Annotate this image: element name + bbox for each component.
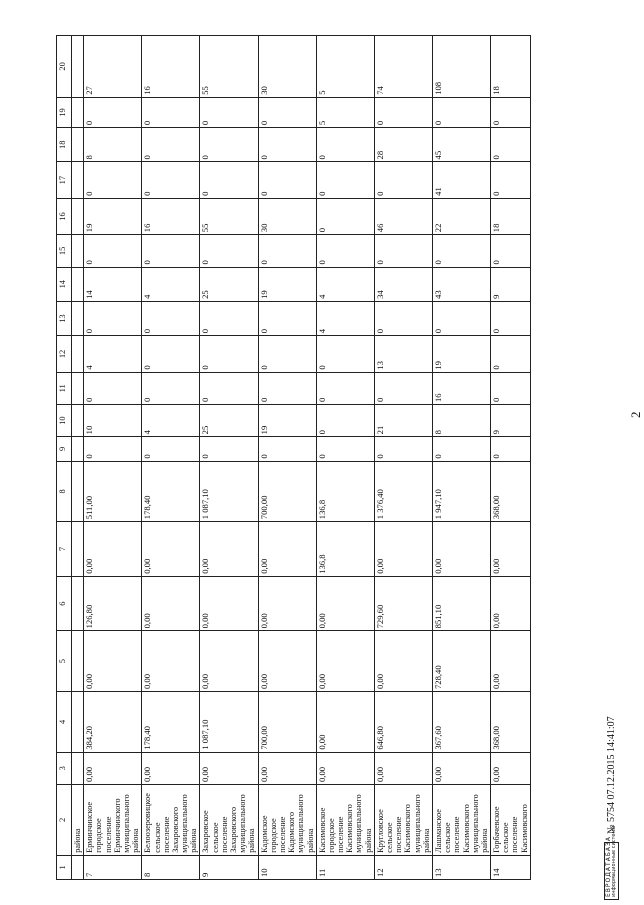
table-cell: 0: [142, 372, 200, 404]
table-cell: 0,00: [316, 752, 374, 784]
table-cell: 0,00: [200, 522, 258, 577]
table-cell: 16: [432, 372, 490, 404]
column-header: 19: [57, 97, 72, 127]
table-cell: 0: [200, 128, 258, 162]
table-cell: 0: [258, 336, 316, 372]
table-cell: 728,40: [432, 631, 490, 692]
table-cell: 0: [258, 437, 316, 461]
table-cell: 0: [316, 336, 374, 372]
table-cell: 0: [316, 372, 374, 404]
table-cell: 0,00: [258, 522, 316, 577]
column-header: 6: [57, 576, 72, 631]
table-cell: 0: [432, 235, 490, 267]
table-cell: 0,00: [142, 522, 200, 577]
table-cell: 0: [200, 235, 258, 267]
table-cell: 0: [84, 437, 142, 461]
table-cell: 0,00: [200, 576, 258, 631]
table-cell: 0: [200, 97, 258, 127]
table-cell: 0,00: [84, 631, 142, 692]
stamp-line-2: информационные системы: [611, 825, 617, 897]
column-header: 13: [57, 301, 72, 335]
row-number: 14: [491, 855, 531, 879]
table-cell: 384,20: [84, 692, 142, 753]
table-cell: 8: [432, 404, 490, 436]
table-cell: 1 087,10: [200, 692, 258, 753]
table-cell: 178,40: [142, 461, 200, 522]
column-header: 16: [57, 198, 72, 234]
database-stamp: [604, 825, 619, 900]
row-number: 8: [142, 855, 200, 879]
page-number: 2: [628, 411, 643, 418]
table-cell: 1 376,40: [374, 461, 432, 522]
table-cell: 74: [374, 36, 432, 98]
continuation-row: [72, 36, 84, 880]
table-cell: 851,10: [432, 576, 490, 631]
table-cell: 0,00: [316, 692, 374, 753]
registration-number: № 5754 07.12.2015 14:41:07: [606, 716, 617, 834]
table-cell: 16: [142, 198, 200, 234]
table-cell: 126,80: [84, 576, 142, 631]
table-cell: 0: [142, 97, 200, 127]
settlement-name: Лашманское сельское поселение Касимовского муниципального района: [432, 785, 490, 856]
column-header: 5: [57, 631, 72, 692]
table-cell: 1 947,10: [432, 461, 490, 522]
table-cell: 0: [142, 437, 200, 461]
table-cell: 27: [84, 36, 142, 98]
table-cell: 0,00: [142, 576, 200, 631]
table-cell: 0: [142, 336, 200, 372]
table-cell: 0,00: [258, 576, 316, 631]
table-cell: 136,8: [316, 461, 374, 522]
table-cell: 0: [142, 162, 200, 198]
table-cell: 368,00: [491, 692, 531, 753]
data-table: [56, 35, 531, 880]
table-cell: 0,00: [200, 631, 258, 692]
table-cell: 0: [258, 301, 316, 335]
table-cell: 0: [316, 404, 374, 436]
table-cell: 0: [374, 97, 432, 127]
column-header: 10: [57, 404, 72, 436]
table-cell: 0: [432, 97, 490, 127]
table-cell: 13: [374, 336, 432, 372]
table-row: [142, 36, 200, 880]
table-cell: 0: [491, 235, 531, 267]
table-cell: 14: [84, 267, 142, 301]
column-header: 12: [57, 336, 72, 372]
table-cell: 0: [491, 372, 531, 404]
table-cell: 700,00: [258, 692, 316, 753]
row-number: 10: [258, 855, 316, 879]
table-cell: 0: [84, 372, 142, 404]
table-cell: 0: [491, 336, 531, 372]
table-cell: 0: [200, 162, 258, 198]
table-cell: 55: [200, 36, 258, 98]
row-number: 12: [374, 855, 432, 879]
table-cell: 19: [432, 336, 490, 372]
column-header: 8: [57, 461, 72, 522]
table-cell: 0,00: [432, 522, 490, 577]
table-cell: 108: [432, 36, 490, 98]
table-row: [374, 36, 432, 880]
settlement-name: Касимовское городское поселение Касимовского муниципального района: [316, 785, 374, 856]
table-cell: 0: [200, 336, 258, 372]
table-cell: 19: [258, 404, 316, 436]
table-cell: 0: [258, 162, 316, 198]
settlement-name: Белоозеровицкое сельское поселение Захаровского муниципального района: [142, 785, 200, 856]
settlement-name: Горбачевское сельское поселение Касимовского: [491, 785, 531, 856]
table-cell: 0,00: [316, 631, 374, 692]
column-header: 14: [57, 267, 72, 301]
table-cell: 0: [316, 198, 374, 234]
table-cell: 729,60: [374, 576, 432, 631]
table-cell: 9: [491, 404, 531, 436]
table-cell: 1 087,10: [200, 461, 258, 522]
table-cell: 178,40: [142, 692, 200, 753]
table-cell: 0: [258, 372, 316, 404]
rotated-table-container: [56, 35, 558, 880]
table-cell: 30: [258, 198, 316, 234]
table-cell: 0: [84, 97, 142, 127]
table-cell: 511,00: [84, 461, 142, 522]
stamp-line-1: ЕВРОДАТАБАЗА: [605, 836, 612, 897]
column-header: 3: [57, 752, 72, 784]
table-cell: 0,00: [491, 522, 531, 577]
table-cell: 0,00: [258, 752, 316, 784]
column-header: 11: [57, 372, 72, 404]
table-cell: 0: [142, 128, 200, 162]
table-cell: 46: [374, 198, 432, 234]
table-cell: 0: [316, 235, 374, 267]
table-row: [200, 36, 258, 880]
table-cell: 34: [374, 267, 432, 301]
table-cell: 16: [142, 36, 200, 98]
row-number: 13: [432, 855, 490, 879]
table-cell: 4: [142, 267, 200, 301]
table-cell: 0: [374, 437, 432, 461]
table-cell: 0,00: [491, 576, 531, 631]
column-header: 15: [57, 235, 72, 267]
table-cell: 0,00: [374, 752, 432, 784]
table-cell: 19: [84, 198, 142, 234]
table-cell: 0,00: [491, 752, 531, 784]
table-cell: 0: [84, 235, 142, 267]
settlement-name: Ерминчинское городское поселение Ерминчинского муниципального района: [84, 785, 142, 856]
table-cell: 0,00: [258, 631, 316, 692]
table-cell: 21: [374, 404, 432, 436]
table-cell: 5: [316, 97, 374, 127]
table-cell: 22: [432, 198, 490, 234]
row-number: 7: [84, 855, 142, 879]
table-cell: 0,00: [491, 631, 531, 692]
table-cell: 43: [432, 267, 490, 301]
table-body: [72, 36, 531, 880]
table-cell: 4: [316, 301, 374, 335]
table-cell: 0,00: [432, 752, 490, 784]
table-cell: 0: [491, 128, 531, 162]
table-cell: 25: [200, 404, 258, 436]
table-cell: 5: [316, 36, 374, 98]
table-cell: 0: [432, 301, 490, 335]
table-cell: 55: [200, 198, 258, 234]
column-header: 18: [57, 128, 72, 162]
table-cell: 4: [142, 404, 200, 436]
column-header: 7: [57, 522, 72, 577]
table-cell: 4: [84, 336, 142, 372]
table-cell: 18: [491, 36, 531, 98]
table-cell: 0: [316, 162, 374, 198]
column-header: 4: [57, 692, 72, 753]
table-cell: 0: [491, 162, 531, 198]
settlement-name: Захаровское сельское поселение Захаровского муниципального района: [200, 785, 258, 856]
table-cell: 41: [432, 162, 490, 198]
table-cell: 0: [316, 128, 374, 162]
table-cell: 0,00: [84, 752, 142, 784]
table-cell: 0: [432, 437, 490, 461]
header-row: [57, 36, 72, 880]
registration-footer: [604, 640, 619, 900]
table-cell: 0,00: [316, 576, 374, 631]
table-cell: 0: [258, 235, 316, 267]
table-row: [84, 36, 142, 880]
table-cell: 30: [258, 36, 316, 98]
table-cell: 0: [374, 301, 432, 335]
table-cell: 19: [258, 267, 316, 301]
column-header: 17: [57, 162, 72, 198]
table-cell: 4: [316, 267, 374, 301]
table-row: [258, 36, 316, 880]
table-cell: 45: [432, 128, 490, 162]
table-cell: 0,00: [142, 752, 200, 784]
table-cell: 0: [142, 301, 200, 335]
column-header: 2: [57, 785, 72, 856]
table-cell: 0: [491, 301, 531, 335]
column-header: 20: [57, 36, 72, 98]
table-cell: 0: [258, 128, 316, 162]
table-cell: 0: [374, 162, 432, 198]
row-number: 11: [316, 855, 374, 879]
continued-label: района: [72, 785, 84, 856]
table-cell: 0: [491, 437, 531, 461]
table-cell: 0: [316, 437, 374, 461]
table-row: [432, 36, 490, 880]
table-cell: 9: [491, 267, 531, 301]
table-cell: 368,00: [491, 461, 531, 522]
table-cell: 0: [200, 437, 258, 461]
table-cell: 0,00: [84, 522, 142, 577]
table-cell: 0,00: [374, 522, 432, 577]
column-header: 1: [57, 855, 72, 879]
table-cell: 0: [84, 162, 142, 198]
table-cell: 0,00: [142, 631, 200, 692]
table-cell: 28: [374, 128, 432, 162]
table-cell: 8: [84, 128, 142, 162]
table-cell: 10: [84, 404, 142, 436]
row-number: 9: [200, 855, 258, 879]
table-cell: 0: [84, 301, 142, 335]
table-cell: 0,00: [374, 631, 432, 692]
table-cell: 0: [200, 301, 258, 335]
settlement-name: Кругловское сельское поселение Касимовского муниципального района: [374, 785, 432, 856]
table-cell: 25: [200, 267, 258, 301]
table-cell: 0: [491, 97, 531, 127]
table-cell: 18: [491, 198, 531, 234]
settlement-name: Кадомское городское поселение Кадомского муниципального района: [258, 785, 316, 856]
table-cell: 0: [374, 235, 432, 267]
table-cell: 136,8: [316, 522, 374, 577]
table-cell: 0: [200, 372, 258, 404]
column-header: 9: [57, 437, 72, 461]
table-cell: 0: [142, 235, 200, 267]
table-cell: 0: [374, 372, 432, 404]
table-cell: 0: [258, 97, 316, 127]
table-cell: 700,00: [258, 461, 316, 522]
table-cell: 646,80: [374, 692, 432, 753]
table-cell: 0,00: [200, 752, 258, 784]
table-cell: 367,60: [432, 692, 490, 753]
table-row: [491, 36, 531, 880]
table-row: [316, 36, 374, 880]
